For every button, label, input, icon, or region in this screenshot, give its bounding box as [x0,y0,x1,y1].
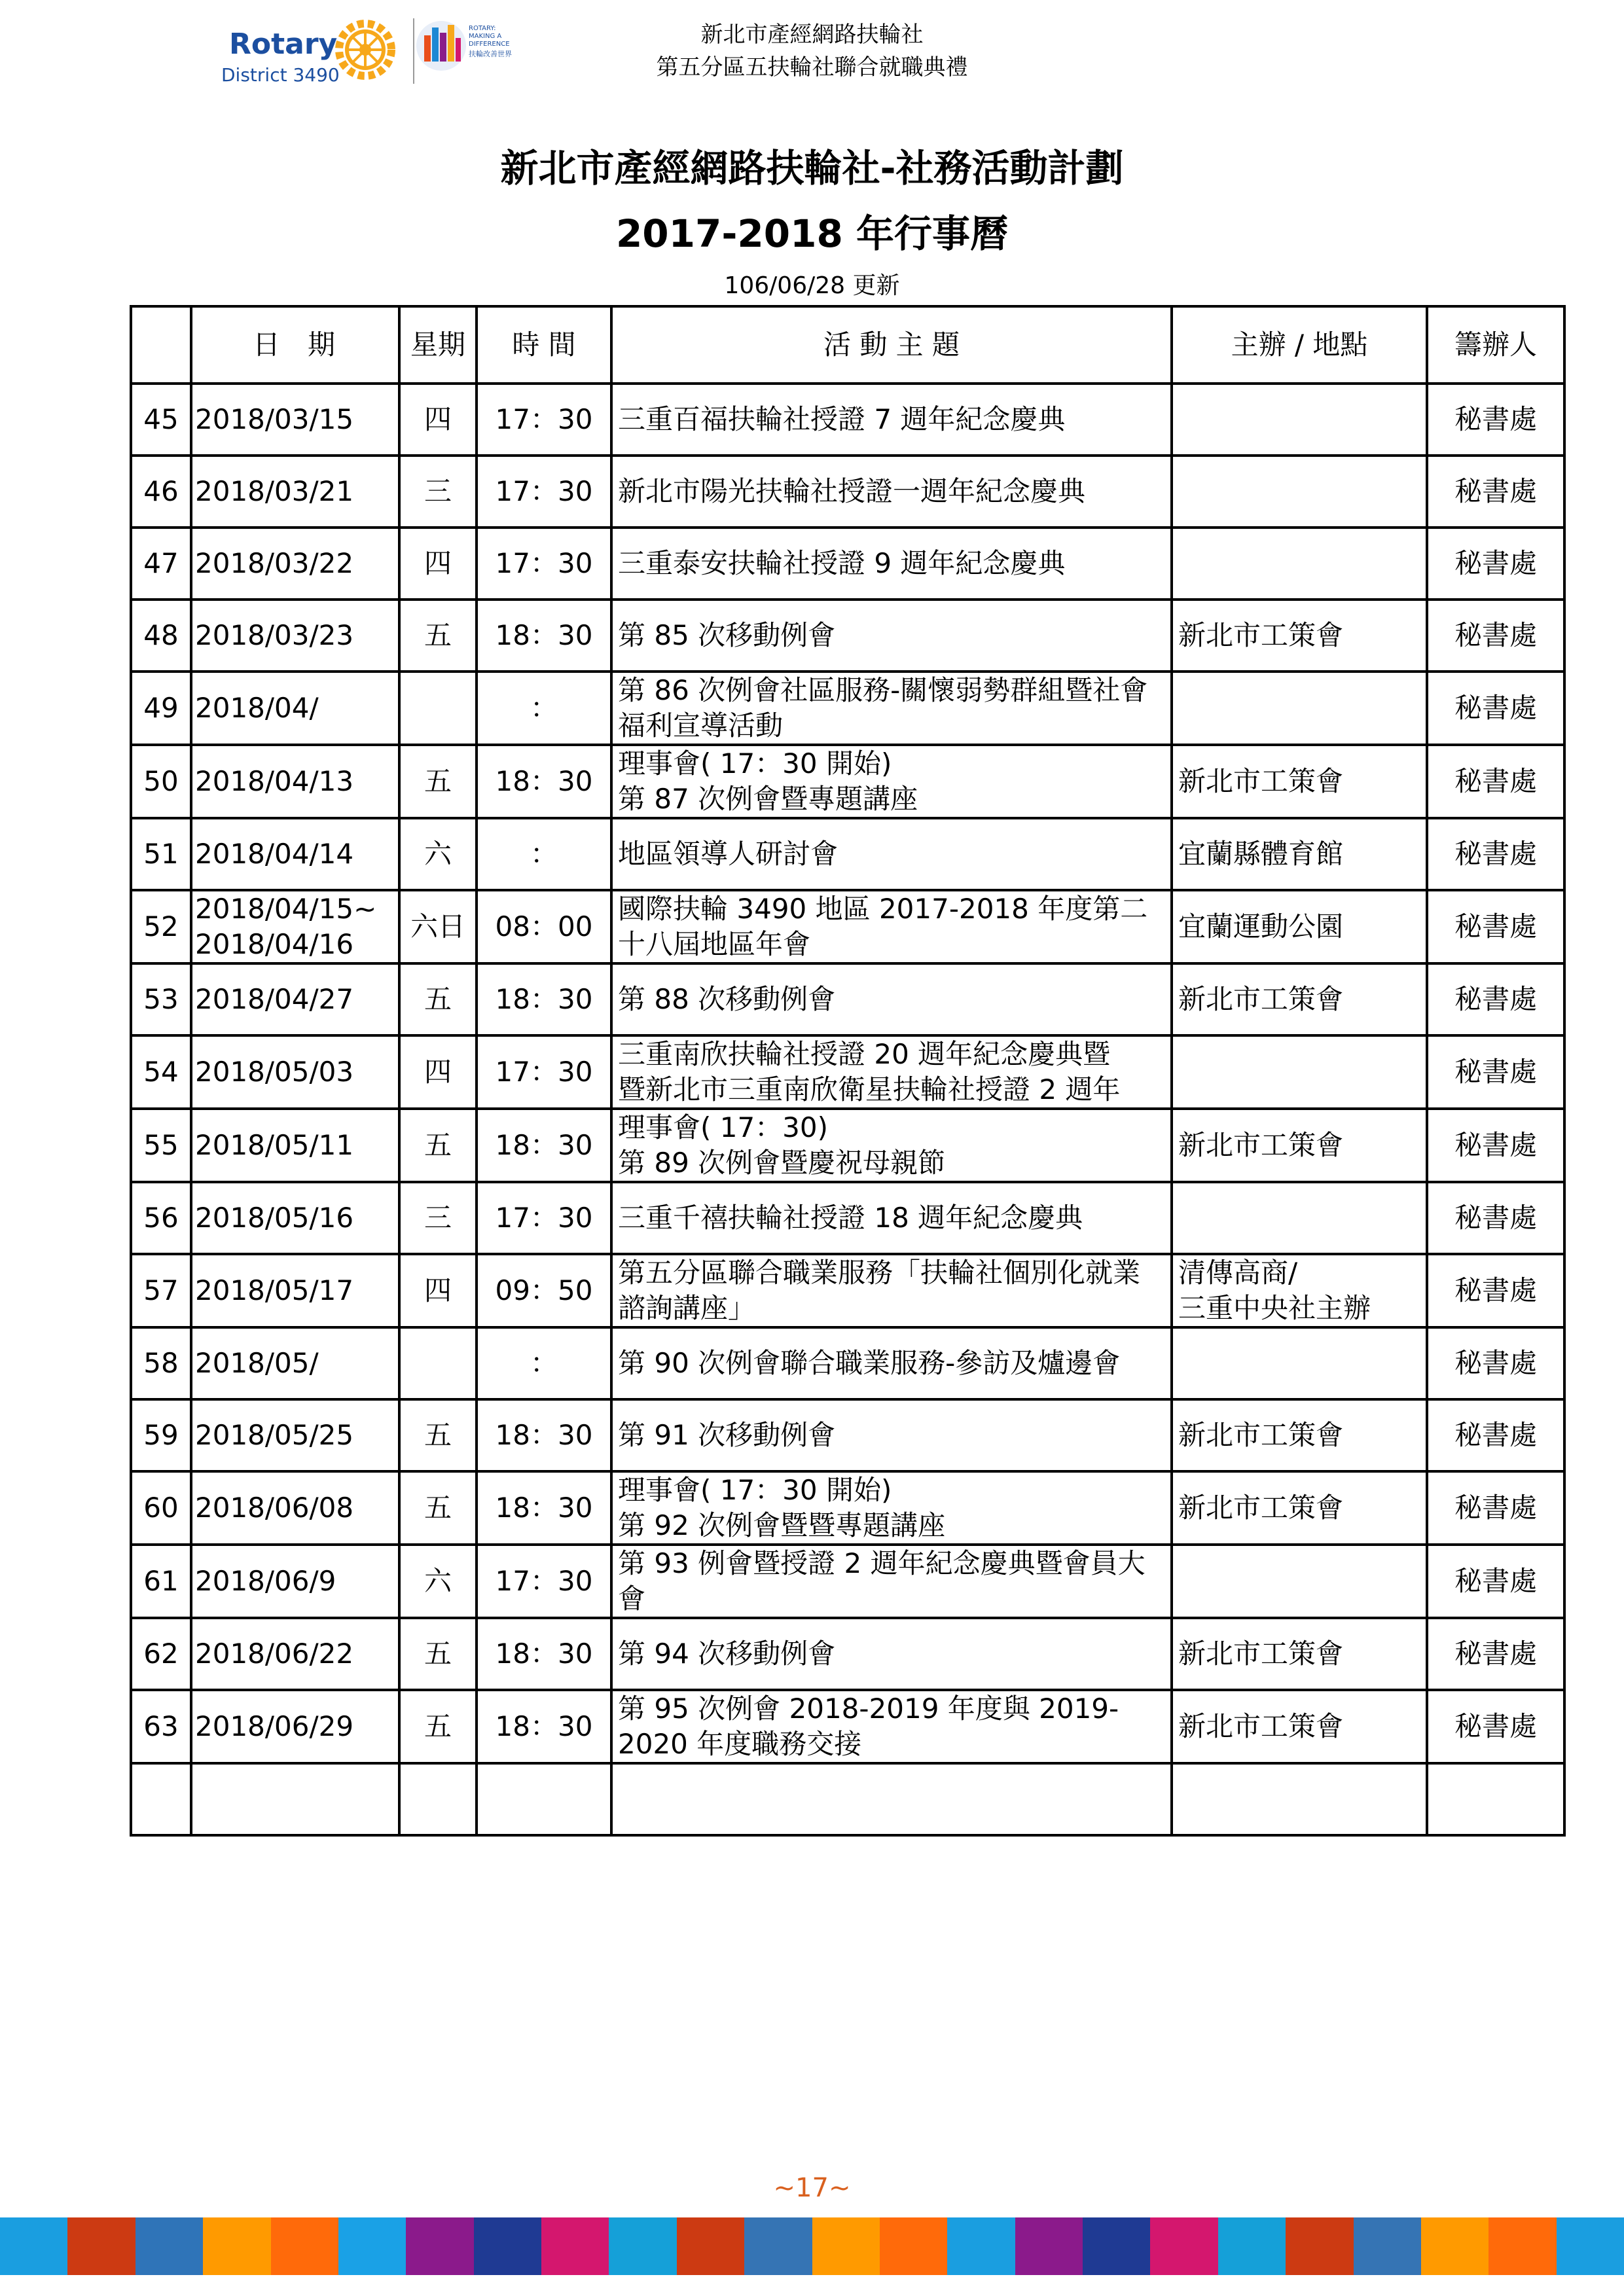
theme-line-1: ROTARY: [469,25,496,32]
row-organizer: 秘書處 [1427,1109,1564,1182]
row-topic: 三重泰安扶輪社授證 9 週年紀念慶典 [611,528,1172,600]
color-segment [271,2217,338,2275]
row-organizer: 秘書處 [1427,528,1564,600]
row-weekday [399,1327,477,1399]
row-venue [1172,528,1427,600]
row-number: 49 [131,672,191,745]
row-venue [1172,384,1427,456]
row-date: 2018/06/22 [191,1618,399,1690]
header-event-name: 第五分區五扶輪社聯合就職典禮 [656,54,968,81]
row-weekday: 五 [399,745,477,818]
row-topic: 第 86 次例會社區服務-關懷弱勢群組暨社會福利宣導活動 [611,672,1172,745]
row-topic: 新北市陽光扶輪社授證一週年紀念慶典 [611,456,1172,528]
row-organizer [1427,1763,1564,1835]
row-time: 17：30 [477,1182,611,1254]
row-date: 2018/04/ [191,672,399,745]
color-segment [541,2217,609,2275]
header-club-name: 新北市產經網路扶輪社 [700,22,924,48]
color-segment [947,2217,1015,2275]
row-venue: 宜蘭運動公園 [1172,890,1427,963]
document-subtitle: 2017-2018 年行事曆 [615,211,1009,256]
row-number: 54 [131,1035,191,1109]
row-number: 61 [131,1545,191,1618]
row-organizer: 秘書處 [1427,745,1564,818]
row-time: 17：30 [477,1545,611,1618]
table-row [131,1471,1564,1545]
color-segment [744,2217,812,2275]
row-weekday: 四 [399,1254,477,1327]
color-segment [1015,2217,1083,2275]
row-weekday: 五 [399,1399,477,1471]
row-venue [1172,1327,1427,1399]
row-weekday: 五 [399,1690,477,1763]
rotary-wordmark: Rotary [229,27,338,61]
row-date: 2018/06/29 [191,1690,399,1763]
header-topic: 活 動 主 題 [611,306,1172,384]
row-topic: 第 94 次移動例會 [611,1618,1172,1690]
document-title: 新北市產經網路扶輪社-社務活動計劃 [500,146,1124,190]
row-venue: 新北市工策會 [1172,1399,1427,1471]
color-segment [609,2217,676,2275]
color-segment [1421,2217,1489,2275]
row-time: 18：30 [477,1109,611,1182]
row-organizer: 秘書處 [1427,1327,1564,1399]
table-row [131,1690,1564,1763]
color-segment [1218,2217,1286,2275]
row-weekday [399,1763,477,1835]
row-time: 08：00 [477,890,611,963]
row-number: 62 [131,1618,191,1690]
row-venue [1172,1035,1427,1109]
row-weekday: 五 [399,1109,477,1182]
district-label: District 3490 [221,64,340,86]
row-topic: 第 90 次例會聯合職業服務-參訪及爐邊會 [611,1327,1172,1399]
row-number: 47 [131,528,191,600]
row-time: 18：30 [477,1471,611,1545]
row-organizer: 秘書處 [1427,963,1564,1035]
row-topic: 理事會( 17：30 開始) 第 87 次例會暨專題講座 [611,745,1172,818]
row-topic: 理事會( 17：30 開始) 第 92 次例會暨暨專題講座 [611,1471,1172,1545]
footer-color-bar [0,2217,1624,2275]
row-topic: 第 95 次例會 2018-2019 年度與 2019-2020 年度職務交接 [611,1690,1172,1763]
table-row [131,745,1564,818]
row-topic: 三重百福扶輪社授證 7 週年紀念慶典 [611,384,1172,456]
row-date: 2018/05/16 [191,1182,399,1254]
row-date: 2018/05/03 [191,1035,399,1109]
row-organizer: 秘書處 [1427,890,1564,963]
header-number [131,306,191,384]
row-time: 17：30 [477,528,611,600]
row-number: 63 [131,1690,191,1763]
table-row [131,456,1564,528]
row-number: 45 [131,384,191,456]
row-number: 46 [131,456,191,528]
theme-line-4: 扶輪改善世界 [469,50,512,58]
table-row [131,963,1564,1035]
row-date: 2018/06/9 [191,1545,399,1618]
table-row [131,890,1564,963]
row-organizer: 秘書處 [1427,1399,1564,1471]
row-topic: 國際扶輪 3490 地區 2017-2018 年度第二十八屆地區年會 [611,890,1172,963]
row-time: 18：30 [477,1618,611,1690]
row-date: 2018/03/22 [191,528,399,600]
theme-line-3: DIFFERENCE [469,41,510,48]
header-venue: 主辦 / 地點 [1172,306,1427,384]
row-venue: 新北市工策會 [1172,1618,1427,1690]
header-time: 時 間 [477,306,611,384]
row-date: 2018/05/25 [191,1399,399,1471]
row-number: 57 [131,1254,191,1327]
row-date: 2018/06/08 [191,1471,399,1545]
row-date [191,1763,399,1835]
row-time: 18：30 [477,1690,611,1763]
row-date: 2018/03/21 [191,456,399,528]
color-segment [67,2217,135,2275]
row-venue [1172,1763,1427,1835]
header-organizer: 籌辦人 [1427,306,1564,384]
row-number: 51 [131,818,191,890]
color-segment [677,2217,744,2275]
row-weekday: 三 [399,456,477,528]
row-venue [1172,672,1427,745]
row-organizer: 秘書處 [1427,456,1564,528]
row-date: 2018/04/15~ 2018/04/16 [191,890,399,963]
color-segment [1489,2217,1556,2275]
row-number: 56 [131,1182,191,1254]
row-topic: 第 88 次移動例會 [611,963,1172,1035]
row-organizer: 秘書處 [1427,600,1564,672]
row-venue: 新北市工策會 [1172,745,1427,818]
row-weekday: 六 [399,818,477,890]
row-organizer: 秘書處 [1427,1471,1564,1545]
row-organizer: 秘書處 [1427,1035,1564,1109]
row-venue: 清傳高商/ 三重中央社主辦 [1172,1254,1427,1327]
row-organizer: 秘書處 [1427,1618,1564,1690]
running-header [0,18,1624,84]
row-topic [611,1763,1172,1835]
row-weekday: 五 [399,1618,477,1690]
table-row [131,818,1564,890]
table-row [131,1763,1564,1835]
row-topic: 第 85 次移動例會 [611,600,1172,672]
theme-line-2: MAKING A [469,33,502,40]
row-number: 50 [131,745,191,818]
row-number: 60 [131,1471,191,1545]
row-number: 55 [131,1109,191,1182]
row-organizer: 秘書處 [1427,1182,1564,1254]
row-time: 17：30 [477,384,611,456]
row-date: 2018/05/11 [191,1109,399,1182]
row-time: 18：30 [477,1399,611,1471]
row-time [477,1763,611,1835]
header-date: 日 期 [191,306,399,384]
row-number: 59 [131,1399,191,1471]
page-number: ~17~ [773,2173,851,2203]
color-segment [203,2217,270,2275]
color-segment [1083,2217,1150,2275]
color-segment [0,2217,67,2275]
table-row [131,1618,1564,1690]
row-number: 48 [131,600,191,672]
row-venue: 新北市工策會 [1172,600,1427,672]
row-organizer: 秘書處 [1427,1545,1564,1618]
row-time: 09：50 [477,1254,611,1327]
row-topic: 三重南欣扶輪社授證 20 週年紀念慶典暨 暨新北市三重南欣衛星扶輪社授證 2 週年 [611,1035,1172,1109]
row-topic: 地區領導人研討會 [611,818,1172,890]
row-venue: 宜蘭縣體育館 [1172,818,1427,890]
table-row [131,1035,1564,1109]
table-row [131,1109,1564,1182]
row-organizer: 秘書處 [1427,672,1564,745]
color-segment [880,2217,947,2275]
row-weekday: 四 [399,1035,477,1109]
table-row [131,600,1564,672]
schedule-table [130,305,1566,1837]
table-row [131,1545,1564,1618]
table-row [131,1327,1564,1399]
row-number: 58 [131,1327,191,1399]
row-time: ： [477,1327,611,1399]
row-time: 17：30 [477,1035,611,1109]
row-venue [1172,1182,1427,1254]
row-weekday: 三 [399,1182,477,1254]
row-date: 2018/04/13 [191,745,399,818]
row-venue: 新北市工策會 [1172,1471,1427,1545]
row-organizer: 秘書處 [1427,1690,1564,1763]
row-number: 52 [131,890,191,963]
row-topic: 第五分區聯合職業服務「扶輪社個別化就業諮詢講座」 [611,1254,1172,1327]
row-venue: 新北市工策會 [1172,1690,1427,1763]
color-segment [812,2217,880,2275]
row-topic: 理事會( 17：30) 第 89 次例會暨慶祝母親節 [611,1109,1172,1182]
row-time: 18：30 [477,963,611,1035]
row-venue [1172,456,1427,528]
table-row [131,1399,1564,1471]
row-number [131,1763,191,1835]
row-date: 2018/03/23 [191,600,399,672]
row-date: 2018/05/17 [191,1254,399,1327]
row-weekday: 四 [399,384,477,456]
row-organizer: 秘書處 [1427,384,1564,456]
table-row [131,528,1564,600]
row-topic: 三重千禧扶輪社授證 18 週年紀念慶典 [611,1182,1172,1254]
row-topic: 第 91 次移動例會 [611,1399,1172,1471]
row-date: 2018/04/27 [191,963,399,1035]
color-segment [1150,2217,1218,2275]
row-date: 2018/05/ [191,1327,399,1399]
row-time: 18：30 [477,745,611,818]
row-weekday: 五 [399,1471,477,1545]
color-segment [1286,2217,1353,2275]
row-weekday: 五 [399,963,477,1035]
table-header-row [131,306,1564,384]
table-row [131,384,1564,456]
table-row [131,1254,1564,1327]
table-row [131,672,1564,745]
color-segment [338,2217,406,2275]
row-weekday: 六日 [399,890,477,963]
color-segment [1557,2217,1624,2275]
row-number: 53 [131,963,191,1035]
row-topic: 第 93 例會暨授證 2 週年紀念慶典暨會員大會 [611,1545,1172,1618]
color-segment [406,2217,473,2275]
header-weekday: 星期 [399,306,477,384]
row-time: 17：30 [477,456,611,528]
table-row [131,1182,1564,1254]
row-weekday: 六 [399,1545,477,1618]
row-time: 18：30 [477,600,611,672]
color-segment [474,2217,541,2275]
row-organizer: 秘書處 [1427,1254,1564,1327]
color-segment [1354,2217,1421,2275]
row-weekday: 四 [399,528,477,600]
row-weekday [399,672,477,745]
row-venue [1172,1545,1427,1618]
row-weekday: 五 [399,600,477,672]
row-date: 2018/04/14 [191,818,399,890]
update-date: 106/06/28 更新 [724,272,900,299]
color-segment [135,2217,203,2275]
row-time: ： [477,818,611,890]
row-venue: 新北市工策會 [1172,1109,1427,1182]
row-date: 2018/03/15 [191,384,399,456]
row-venue: 新北市工策會 [1172,963,1427,1035]
row-organizer: 秘書處 [1427,818,1564,890]
row-time: ： [477,672,611,745]
